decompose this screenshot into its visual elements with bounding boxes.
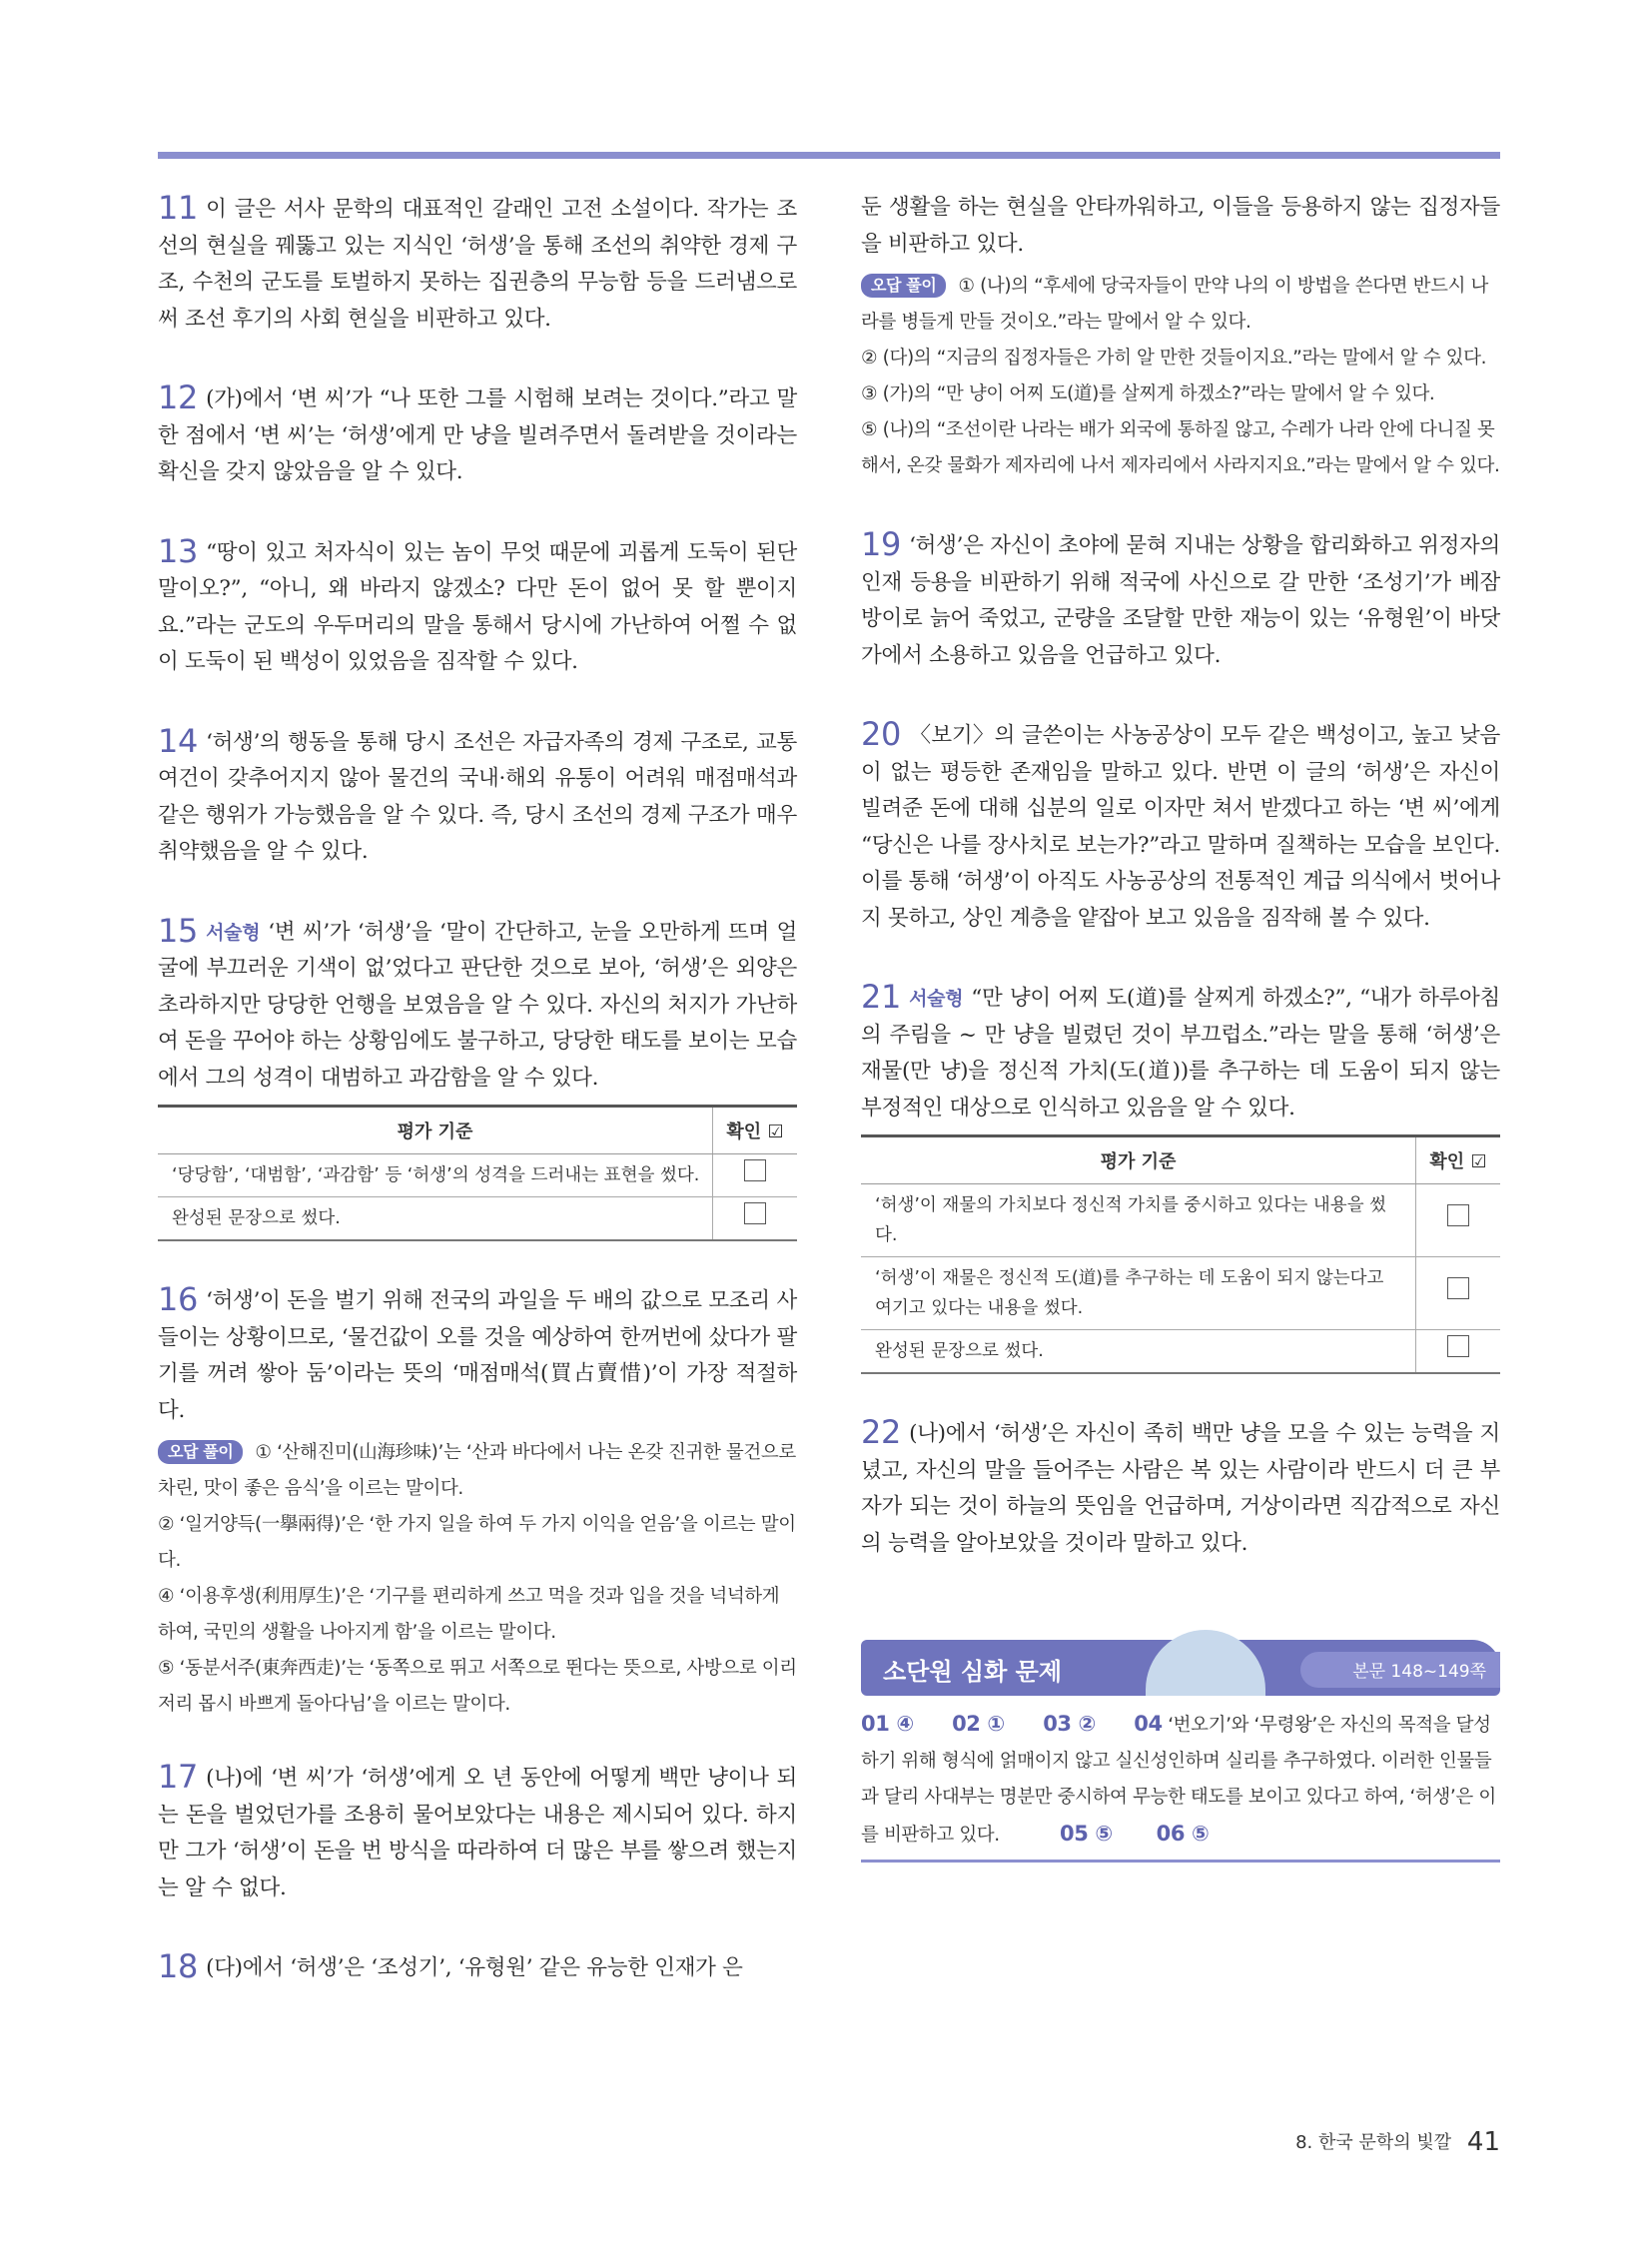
explanation-item: ④ ‘이용후생(利用厚生)’은 ‘기구를 편리하게 쓰고 먹을 것과 입을 것을 넉넉하게 하여, 국민의 생활을 나아지게 함’을 이르는 말이다. — [158, 1586, 780, 1643]
answer-03: 03 ② — [1043, 1712, 1096, 1736]
table-row — [861, 1330, 1500, 1374]
table-row — [158, 1154, 797, 1197]
answer-04: 04 — [1134, 1712, 1163, 1736]
left-column — [158, 190, 797, 1987]
section-header — [861, 1640, 1500, 1696]
answer-text: ‘허생’의 행동을 통해 당시 조선은 자급자족의 경제 구조로, 교통 여건이 갖추어지지 않아 물건의 국내·해외 유통이 어려워 매점매석과 같은 행위가 가능했음을 알 수 있다. 즉, 당시 조선의 경제 구조가 매우 취약했음을 알 수 있다. — [158, 729, 797, 864]
checkbox[interactable] — [1447, 1204, 1469, 1226]
wrong-answer-explanation-18 — [861, 269, 1500, 484]
answer-text: “만 냥이 어찌 도(道)를 살찌게 하겠소?”, “내가 하루아침의 주림을 ~ 만 냥을 빌렸던 것이 부끄럽소.”라는 말을 통해 ‘허생’은 재물(만 냥)을 정신적 가치(도(道))를 추구하는 데 도움이 되지 않는 부정적인 대상으로 인식하고 있음을 알 수 있다. — [861, 986, 1500, 1121]
explanation-item: ① (나)의 “후세에 당국자들이 만약 나의 이 방법을 쓴다면 반드시 나라를 병들게 만들 것이오.”라는 말에서 알 수 있다. — [861, 276, 1488, 333]
question-17 — [158, 1759, 797, 1906]
explanation-item: ⑤ ‘동분서주(東奔西走)’는 ‘동쪽으로 뛰고 서쪽으로 뛴다는 뜻으로, 사방으로 이리저리 몹시 바쁘게 돌아다님’을 이르는 말이다. — [158, 1658, 797, 1715]
answer-04-text: ‘번오기’와 ‘무령왕’은 자신의 목적을 달성하기 위해 형식에 얽매이지 않고 실신성인하며 실리를 추구하였다. 이러한 인물들과 달리 사대부는 명분만 중시하여 무능한 태도를 보이고 있다고 하여, ‘허생’은 이를 비판하고 있다. — [861, 1715, 1496, 1846]
wrong-answer-explanation-16 — [158, 1435, 797, 1723]
section-answers — [861, 1706, 1500, 1854]
question-19 — [861, 526, 1500, 674]
explanation-item: ① ‘산해진미(山海珍味)’는 ‘산과 바다에서 나는 온갖 진귀한 물건으로 차린, 맛이 좋은 음식’을 이르는 말이다. — [158, 1442, 796, 1499]
wrong-answer-badge: 오답 풀이 — [861, 274, 946, 298]
answer-text: (다)에서 ‘허생’은 ‘조성기’, ‘유형원’ 같은 유능한 인재가 은 — [206, 1955, 743, 1980]
answer-text: 〈보기〉의 글쓴이는 사농공상이 모두 같은 백성이고, 높고 낮음이 없는 평등한 존재임을 말하고 있다. 반면 이 글의 ‘허생’은 자신이 빌려준 돈에 대해 십분의 일로 이자만 쳐서 받겠다고 하는 ‘변 씨’에게 “당신은 나를 장사치로 보는가?”라고 말하며 질책하는 모습을 보인다. 이를 통해 ‘허생’이 아직도 사농공상의 전통적인 계급 의식에서 벗어나지 못하고, 상인 계층을 얕잡아 보고 있음을 짐작해 볼 수 있다. — [861, 723, 1500, 931]
question-11 — [158, 190, 797, 338]
answer-text: “땅이 있고 처자식이 있는 놈이 무엇 때문에 괴롭게 도둑이 된단 말이오?”, “아니, 왜 바라지 않겠소? 다만 돈이 없어 못 할 뿐이지요.”라는 군도의 우두머리의 말을 통해서 당시에 가난하여 어쩔 수 없이 도둑이 된 백성이 있었음을 짐작할 수 있다. — [158, 539, 797, 674]
answer-text: (나)에서 ‘허생’은 자신이 족히 백만 냥을 모을 수 있는 능력을 지녔고, 자신의 말을 들어주는 사람은 복 있는 사람이라 반드시 더 큰 부자가 되는 것이 하늘의 뜻임을 언급하며, 거상이라면 직감적으로 자신의 능력을 알아보았을 것이라 말하고 있다. — [861, 1421, 1500, 1556]
decorative-bubble — [1146, 1630, 1265, 1696]
answer-02: 02 ① — [952, 1712, 1005, 1736]
descriptive-tag: 서술형 — [909, 988, 964, 1010]
question-number: 17 — [158, 1758, 199, 1796]
chapter-title: 8. 한국 문학의 빛깔 — [1295, 2132, 1452, 2153]
question-15 — [158, 913, 797, 1098]
section-bottom-rule — [861, 1860, 1500, 1863]
explanation-item: ② (다)의 “지금의 집정자들은 가히 알 만한 것들이지요.”라는 말에서 알 수 있다. — [861, 348, 1487, 369]
checkbox[interactable] — [1447, 1277, 1469, 1299]
section-page-ref: 본문 148~149쪽 — [1352, 1662, 1486, 1682]
answer-text: (가)에서 ‘변 씨’가 “나 또한 그를 시험해 보려는 것이다.”라고 말한 점에서 ‘변 씨’는 ‘허생’에게 만 냥을 빌려주면서 돌려받을 것이라는 확신을 갖지 않았음을 알 수 있다. — [158, 386, 797, 484]
answer-text: ‘허생’이 돈을 벌기 위해 전국의 과일을 두 배의 값으로 모조리 사들이는 상황이므로, ‘물건값이 오를 것을 예상하여 한꺼번에 샀다가 팔기를 꺼려 쌓아 둠’이라는 뜻의 ‘매점매석(買占賣惜)’이 가장 적절하다. — [158, 1288, 797, 1423]
question-number: 16 — [158, 1280, 199, 1318]
criteria-cell: ‘허생’이 재물의 가치보다 정신적 가치를 중시하고 있다는 내용을 썼다. — [861, 1184, 1416, 1257]
question-18 — [158, 1948, 797, 1987]
answer-text: 둔 생활을 하는 현실을 안타까워하고, 이들을 등용하지 않는 집정자들을 비판하고 있다. — [861, 195, 1500, 257]
answer-06: 06 ⑤ — [1156, 1822, 1210, 1846]
question-number: 12 — [158, 378, 199, 416]
criteria-cell: ‘허생’이 재물은 정신적 도(道)를 추구하는 데 도움이 되지 않는다고 여기고 있다는 내용을 썼다. — [861, 1257, 1416, 1330]
wrong-answer-badge: 오답 풀이 — [158, 1440, 243, 1464]
question-21 — [861, 979, 1500, 1126]
checkbox[interactable] — [744, 1159, 766, 1181]
page-footer — [1295, 2127, 1500, 2157]
answer-text: ‘허생’은 자신이 초야에 묻혀 지내는 상황을 합리화하고 위정자의 인재 등용을 비판하기 위해 적국에 사신으로 갈 만한 ‘조성기’가 베잠방이로 늙어 죽었고, 군량을 조달할 만한 재능이 있는 ‘유형원’이 바닷가에서 소용하고 있음을 언급하고 있다. — [861, 533, 1500, 668]
top-rule — [158, 152, 1500, 159]
question-18-continued — [861, 190, 1500, 263]
question-22 — [861, 1414, 1500, 1562]
question-number: 11 — [158, 189, 199, 227]
question-number: 20 — [861, 715, 902, 753]
page-number: 41 — [1466, 2127, 1500, 2157]
descriptive-tag: 서술형 — [206, 921, 261, 944]
explanation-item: ⑤ (나)의 “조선이란 나라는 배가 외국에 통하질 않고, 수레가 나라 안에 다니질 못해서, 온갖 물화가 제자리에 나서 제자리에서 사라지지요.”라는 말에서 알 수 있다. — [861, 419, 1500, 476]
table-row — [861, 1184, 1500, 1257]
question-number: 19 — [861, 525, 902, 563]
question-number: 13 — [158, 531, 199, 570]
explanation-item: ② ‘일거양득(一擧兩得)’은 ‘한 가지 일을 하여 두 가지 이익을 얻음’을 이르는 말이다. — [158, 1514, 796, 1571]
checkbox[interactable] — [1447, 1335, 1469, 1357]
explanation-item: ③ (가)의 “만 냥이 어찌 도(道)를 살찌게 하겠소?”라는 말에서 알 수 있다. — [861, 383, 1435, 404]
check-header: 확인 ☑ — [1416, 1136, 1501, 1184]
criteria-header: 평가 기준 — [861, 1136, 1416, 1184]
question-14 — [158, 723, 797, 871]
answer-01: 01 ④ — [861, 1712, 914, 1736]
question-12 — [158, 379, 797, 491]
criteria-header: 평가 기준 — [158, 1107, 713, 1154]
evaluation-table-15 — [158, 1105, 797, 1241]
question-number: 18 — [158, 1947, 199, 1985]
criteria-cell: 완성된 문장으로 썼다. — [158, 1197, 713, 1241]
table-row — [861, 1257, 1500, 1330]
question-20 — [861, 716, 1500, 937]
criteria-cell: 완성된 문장으로 썼다. — [861, 1330, 1416, 1374]
deep-problems-section — [861, 1640, 1500, 1863]
section-title: 소단원 심화 문제 — [883, 1658, 1062, 1686]
table-row — [158, 1197, 797, 1241]
answer-text: (나)에 ‘변 씨’가 ‘허생’에게 오 년 동안에 어떻게 백만 냥이나 되는 돈을 벌었던가를 조용히 물어보았다는 내용은 제시되어 있다. 하지만 그가 ‘허생’이 돈을 번 방식을 따라하여 더 많은 부를 쌓으려 했는지는 알 수 없다. — [158, 1766, 797, 1900]
checkbox[interactable] — [744, 1202, 766, 1224]
question-number: 14 — [158, 721, 199, 760]
question-16 — [158, 1281, 797, 1429]
answer-05: 05 ⑤ — [1060, 1822, 1113, 1846]
question-number: 15 — [158, 911, 199, 950]
question-13 — [158, 533, 797, 681]
answer-text: 이 글은 서사 문학의 대표적인 갈래인 고전 소설이다. 작가는 조선의 현실을 꿰뚫고 있는 지식인 ‘허생’을 통해 조선의 취약한 경제 구조, 수천의 군도를 토벌하지 못하는 집권층의 무능함 등을 드러냄으로써 조선 후기의 사회 현실을 비판하고 있다. — [158, 197, 797, 332]
evaluation-table-21 — [861, 1134, 1500, 1374]
question-number: 21 — [861, 978, 902, 1016]
check-header: 확인 ☑ — [713, 1107, 798, 1154]
question-number: 22 — [861, 1413, 902, 1451]
right-column — [861, 190, 1500, 1863]
criteria-cell: ‘당당함’, ‘대범함’, ‘과감함’ 등 ‘허생’의 성격을 드러내는 표현을 썼다. — [158, 1154, 713, 1197]
answer-text: ‘변 씨’가 ‘허생’을 ‘말이 간단하고, 눈을 오만하게 뜨며 얼굴에 부끄러운 기색이 없’었다고 판단한 것으로 보아, ‘허생’은 외양은 초라하지만 당당한 언행을 보였음을 알 수 있다. 자신의 처지가 가난하여 돈을 꾸어야 하는 상황임에도 불구하고, 당당한 태도를 보이는 모습에서 그의 성격이 대범하고 과감함을 알 수 있다. — [158, 919, 797, 1091]
